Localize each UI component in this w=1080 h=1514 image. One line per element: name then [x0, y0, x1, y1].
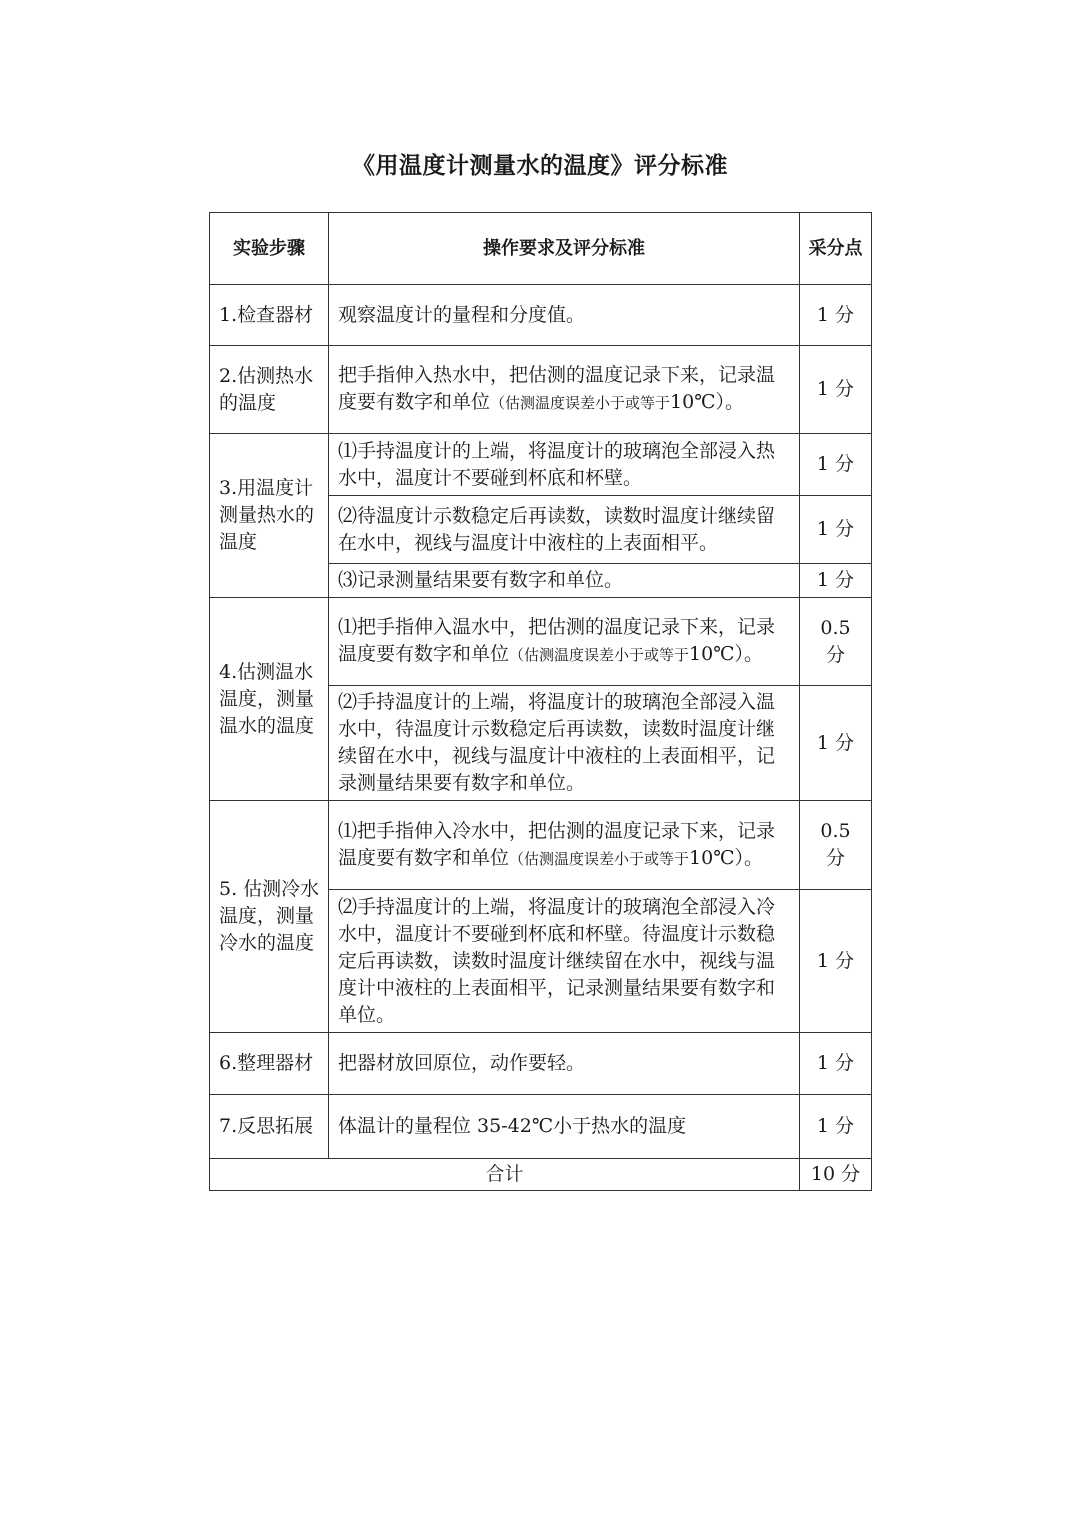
header-score: 采分点 — [800, 213, 872, 285]
score-cell: 1 分 — [800, 496, 872, 564]
step-cell: 6.整理器材 — [210, 1033, 329, 1095]
score-cell: 1 分 — [800, 285, 872, 346]
total-score: 10 分 — [800, 1159, 872, 1191]
table-row — [210, 598, 872, 686]
score-cell: 1 分 — [800, 686, 872, 801]
requirement-text: ⑵手持温度计的上端，将温度计的玻璃泡全部浸入温水中，待温度计示数稳定后再读数，读数时温度计继续留在水中，视线与温度计中液柱的上表面相平，记录测量结果要有数字和单位。 — [338, 691, 776, 794]
scoring-table — [209, 212, 872, 1191]
requirement-cell — [329, 496, 800, 564]
requirement-cell — [329, 890, 800, 1033]
requirement-cell — [329, 434, 800, 496]
table-row — [210, 346, 872, 434]
table-header-row — [210, 213, 872, 285]
requirement-text: 观察温度计的量程和分度值。 — [338, 303, 586, 326]
table-row — [210, 1033, 872, 1095]
requirement-note-end: 10℃）。 — [689, 643, 763, 665]
requirement-cell — [329, 1033, 800, 1095]
requirement-note-end: 10℃）。 — [689, 846, 763, 869]
requirement-cell — [329, 1095, 800, 1159]
score-cell: 1 分 — [800, 890, 872, 1033]
table-row — [210, 801, 872, 890]
score-cell: 1 分 — [800, 346, 872, 434]
score-cell: 1 分 — [800, 1033, 872, 1095]
requirement-text: ⑵待温度计示数稳定后再读数，读数时温度计继续留在水中，视线与温度计中液柱的上表面相平。 — [338, 504, 776, 554]
score-cell: 1 分 — [800, 564, 872, 598]
table-row — [210, 285, 872, 346]
step-cell: 4.估测温水温度，测量温水的温度 — [210, 598, 329, 801]
header-requirement: 操作要求及评分标准 — [329, 213, 800, 285]
requirement-text: ⑴手持温度计的上端，将温度计的玻璃泡全部浸入热水中，温度计不要碰到杯底和杯壁。 — [338, 439, 776, 489]
step-cell: 5. 估测冷水温度，测量冷水的温度 — [210, 801, 329, 1033]
requirement-cell — [329, 801, 800, 890]
step-cell: 2.估测热水的温度 — [210, 346, 329, 434]
requirement-text: ⑴把手指伸入温水中，把估测的温度记录下来，记录温度要有数字和单位 — [338, 616, 776, 665]
step-cell: 1.检查器材 — [210, 285, 329, 346]
requirement-note: （估测温度误差小于或等于 — [490, 394, 671, 412]
requirement-text: ⑵手持温度计的上端，将温度计的玻璃泡全部浸入冷水中，温度计不要碰到杯底和杯壁。待温度计示数稳定后再读数，读数时温度计继续留在水中，视线与温度计中液柱的上表面相平，记录测量结果要有数字和单位。 — [338, 895, 776, 1026]
requirement-note: （估测温度误差小于或等于 — [509, 849, 690, 868]
requirement-text: ⑶记录测量结果要有数字和单位。 — [338, 569, 624, 591]
requirement-cell — [329, 686, 800, 801]
step-cell: 7.反思拓展 — [210, 1095, 329, 1159]
requirement-note-end: 10℃）。 — [670, 391, 744, 413]
score-cell: 1 分 — [800, 1095, 872, 1159]
requirement-cell — [329, 285, 800, 346]
total-label: 合计 — [210, 1159, 800, 1191]
requirement-cell — [329, 598, 800, 686]
total-row — [210, 1159, 872, 1191]
requirement-text: 把器材放回原位，动作要轻。 — [338, 1052, 586, 1074]
document-title: 《用温度计测量水的温度》评分标准 — [352, 153, 728, 179]
requirement-text: 体温计的量程位 35-42℃小于热水的温度 — [338, 1115, 687, 1137]
requirement-note: （估测温度误差小于或等于 — [509, 646, 690, 664]
requirement-text: 把手指伸入热水中，把估测的温度记录下来，记录温度要有数字和单位 — [338, 364, 776, 413]
header-step: 实验步骤 — [210, 213, 329, 285]
table-row — [210, 1095, 872, 1159]
step-cell: 3.用温度计测量热水的温度 — [210, 434, 329, 598]
requirement-cell — [329, 346, 800, 434]
score-cell: 1 分 — [800, 434, 872, 496]
requirement-text: ⑴把手指伸入冷水中，把估测的温度记录下来，记录温度要有数字和单位 — [338, 819, 776, 869]
score-cell: 0.5 分 — [800, 801, 872, 890]
table-row — [210, 434, 872, 496]
requirement-cell — [329, 564, 800, 598]
score-cell: 0.5 分 — [800, 598, 872, 686]
table-body — [210, 285, 872, 1191]
